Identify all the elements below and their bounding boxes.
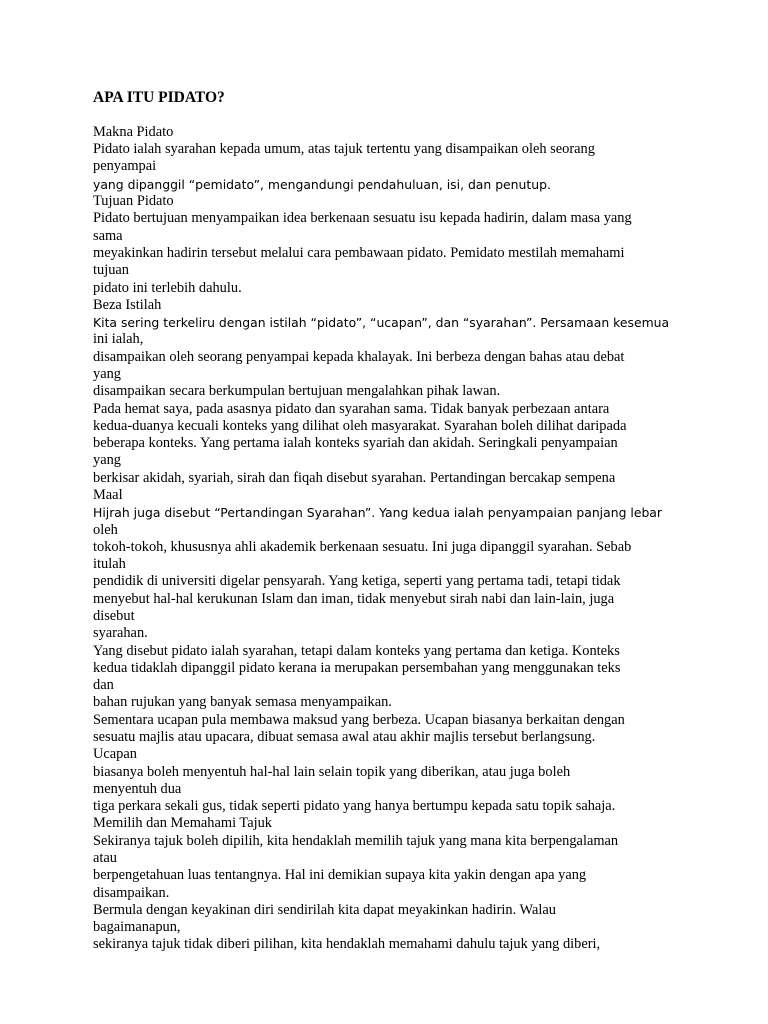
text-line: disampaikan. [93,885,170,901]
text-line: yang [93,366,121,382]
text-line: tiga perkara sekali gus, tidak seperti pidato yang hanya bertumpu kepada satu topik sahaja. [93,798,616,814]
document-title: APA ITU PIDATO? [93,89,225,106]
text-line: Tujuan Pidato [93,193,174,209]
text-line: Sekiranya tajuk boleh dipilih, kita hendaklah memilih tajuk yang mana kita berpengalaman [93,833,619,849]
text-line: beberapa konteks. Yang pertama ialah konteks syariah dan akidah. Seringkali penyampaian [93,435,618,451]
text-line: menyebut hal-hal kerukunan Islam dan iman, tidak menyebut sirah nabi dan lain-lain, juga [93,591,615,607]
text-line: bagaimanapun, [93,919,181,935]
text-line: Hijrah juga disebut “Pertandingan Syarahan”. Yang kedua ialah penyampaian panjang lebar [93,505,662,520]
text-line: atau [93,850,117,866]
text-line: disampaikan oleh seorang penyampai kepada khalayak. Ini berbeza dengan bahas atau debat [93,349,625,365]
text-line: tokoh-tokoh, khususnya ahli akademik berkenaan sesuatu. Ini juga dipanggil syarahan. Sebab [93,539,632,555]
text-line: berkisar akidah, syariah, sirah dan fiqah disebut syarahan. Pertandingan bercakap sempena [93,470,616,486]
text-line: tujuan [93,262,129,278]
text-line: ini ialah, [93,331,144,347]
text-line: menyentuh dua [93,781,182,797]
text-line: Bermula dengan keyakinan diri sendirilah kita dapat meyakinkan hadirin. Walau [93,902,556,918]
text-line: sesuatu majlis atau upacara, dibuat semasa awal atau akhir majlis tersebut berlangsung. [93,729,596,745]
text-line: bahan rujukan yang banyak semasa menyampaikan. [93,694,392,710]
text-line: disebut [93,608,135,624]
text-line: Sementara ucapan pula membawa maksud yang berbeza. Ucapan biasanya berkaitan dengan [93,712,625,728]
text-line: kedua tidaklah dipanggil pidato kerana ia merupakan persembahan yang menggunakan teks [93,660,621,676]
text-line: Maal [93,487,123,503]
text-line: syarahan. [93,625,148,641]
text-line: yang [93,452,121,468]
text-line: disampaikan secara berkumpulan bertujuan mengalahkan pihak lawan. [93,383,501,399]
text-line: sama [93,228,123,244]
text-line: yang dipanggil “pemidato”, mengandungi pendahuluan, isi, dan penutup. [93,177,551,192]
text-line: penyampai [93,158,157,174]
text-line: pidato ini terlebih dahulu. [93,280,242,296]
text-line: Memilih dan Memahami Tajuk [93,815,272,831]
text-line: kedua-duanya kecuali konteks yang dilihat oleh masyarakat. Syarahan boleh dilihat daripada [93,418,627,434]
text-line: itulah [93,556,126,572]
text-line: Kita sering terkeliru dengan istilah “pidato”, “ucapan”, dan “syarahan”. Persamaan kesemua [93,315,670,330]
text-line: Pidato ialah syarahan kepada umum, atas tajuk tertentu yang disampaikan oleh seorang [93,141,595,157]
text-line: Pada hemat saya, pada asasnya pidato dan syarahan sama. Tidak banyak perbezaan antara [93,401,610,417]
text-line: pendidik di universiti digelar pensyarah. Yang ketiga, seperti yang pertama tadi, tetapi tidak [93,573,621,589]
text-line: berpengetahuan luas tentangnya. Hal ini demikian supaya kita yakin dengan apa yang [93,867,587,883]
text-line: oleh [93,522,118,538]
text-line: Pidato bertujuan menyampaikan idea berkenaan sesuatu isu kepada hadirin, dalam masa yang [93,210,632,226]
text-line: sekiranya tajuk tidak diberi pilihan, kita hendaklah memahami dahulu tajuk yang diberi, [93,936,601,952]
text-line: biasanya boleh menyentuh hal-hal lain selain topik yang diberikan, atau juga boleh [93,764,571,780]
text-line: Makna Pidato [93,124,174,140]
text-line: meyakinkan hadirin tersebut melalui cara pembawaan pidato. Pemidato mestilah memahami [93,245,625,261]
text-line: dan [93,677,114,693]
text-line: Beza Istilah [93,297,162,313]
text-line: Yang disebut pidato ialah syarahan, tetapi dalam konteks yang pertama dan ketiga. Konteks [93,643,620,659]
text-line: Ucapan [93,746,137,762]
